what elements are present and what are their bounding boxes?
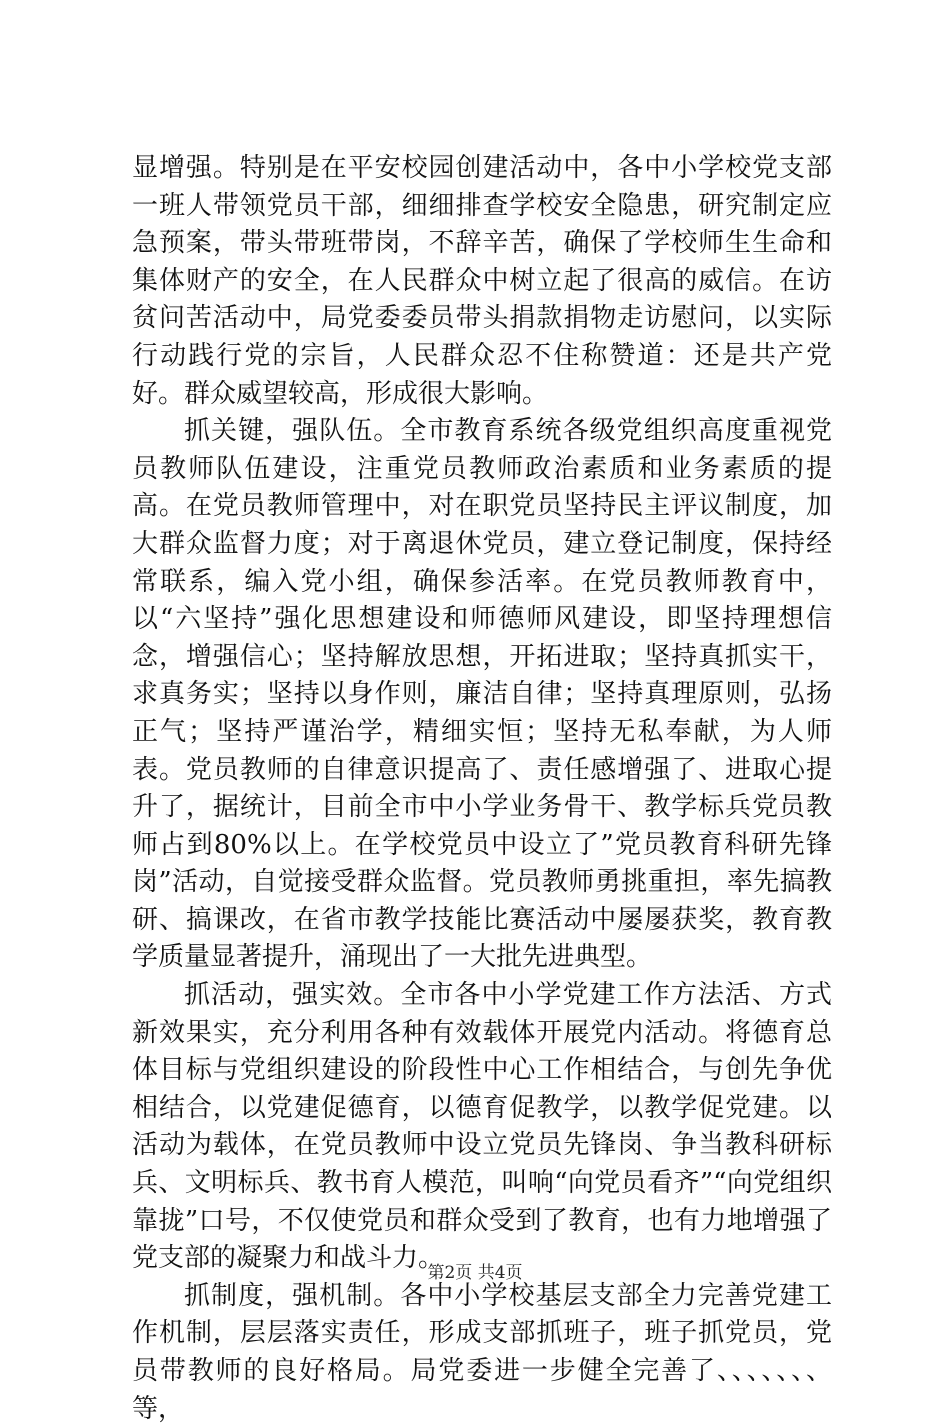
paragraph-4: 抓制度，强机制。各中小学校基层支部全力完善党建工作机制，层层落实责任，形成支部抓班子，班子抓党员，党员带教师的良好格局。局党委进一步健全完善了、、、、、、、等， <box>132 1280 832 1424</box>
document-body <box>132 150 832 1428</box>
paragraph-3: 抓活动，强实效。全市各中小学党建工作方法活、方式新效果实，充分利用各种有效载体开展党内活动。将德育总体目标与党组织建设的阶段性中心工作相结合，与创先争优相结合，以党建促德育，以德育促教学，以教学促党建。以活动为载体，在党员教师中设立党员先锋岗、争当教科研标兵、文明标兵、教书育人模范，叫响“向党员看齐”“向党组织靠拢”口号，不仅使党员和群众受到了教育，也有力地增强了党支部的凝聚力和战斗力。 <box>132 980 832 1274</box>
paragraph-1: 显增强。特别是在平安校园创建活动中，各中小学校党支部一班人带领党员干部，细细排查学校安全隐患，研究制定应急预案，带头带班带岗，不辞辛苦，确保了学校师生生命和集体财产的安全，在人民群众中树立起了很高的威信。在访贫问苦活动中，局党委委员带头捐款捐物走访慰问，以实际行动践行党的宗旨，人民群众忍不住称赞道：还是共产党好。群众威望较高，形成很大影响。 <box>132 153 832 409</box>
paragraph-2: 抓关键，强队伍。全市教育系统各级党组织高度重视党员教师队伍建设，注重党员教师政治素质和业务素质的提高。在党员教师管理中，对在职党员坚持民主评议制度，加大群众监督力度；对于离退休党员，建立登记制度，保持经常联系，编入党小组，确保参活率。在党员教师教育中，以“六坚持”强化思想建设和师德师风建设，即坚持理想信念，增强信心；坚持解放思想，开拓进取；坚持真抓实干，求真务实；坚持以身作则，廉洁自律；坚持真理原则，弘扬正气；坚持严谨治学，精细实恒；坚持无私奉献，为人师表。党员教师的自律意识提高了、责任感增强了、进取心提升了，据统计，目前全市中小学业务骨干、教学标兵党员教师占到80%以上。在学校党员中设立了”党员教育科研先锋岗”活动，自觉接受群众监督。党员教师勇挑重担，率先搞教研、搞课改，在省市教学技能比赛活动中屡屡获奖，教育教学质量显著提升，涌现出了一大批先进典型。 <box>132 416 832 973</box>
page-footer: 第2页 共4页 <box>427 1263 523 1283</box>
